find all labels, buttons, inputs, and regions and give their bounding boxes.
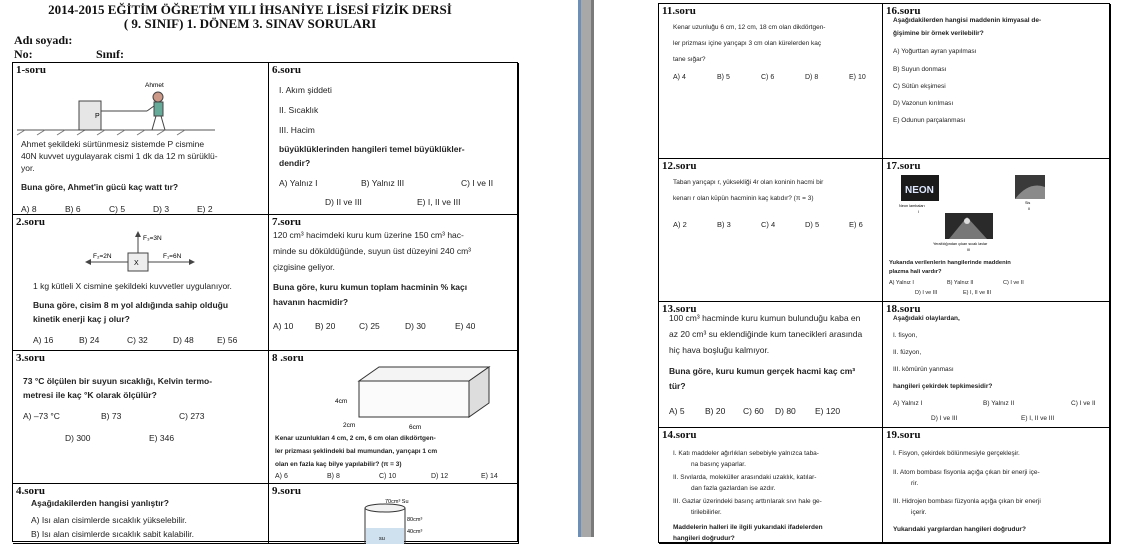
question-number: 14.soru: [662, 429, 697, 441]
q8-options: [275, 473, 498, 480]
q4-option-a[interactable]: A) Isı alan cisimlerde sıcaklık yükselebilir.: [31, 515, 187, 525]
q19-item-1: I. Fisyon, çekirdek bölünmesiyle gerçekleşir.: [893, 450, 1020, 457]
q12-question-2: kenarı r olan küpün hacminin kaç katıdır? (π = 3): [673, 195, 814, 202]
q8-question-3: olan en fazla kaç bilye yapılabilir? (π = 3): [275, 461, 402, 468]
question-16: [883, 4, 1111, 159]
q7-text-3: çizgisine geliyor.: [273, 262, 335, 272]
question-2: [13, 215, 269, 351]
q19-item-2a: II. Atom bombası fisyonla açığa çıkan bir enerji içe-: [893, 469, 1040, 476]
q8-prism-figure: [329, 363, 509, 431]
option-e[interactable]: E) 10: [849, 74, 866, 81]
option-b[interactable]: B) 5: [717, 74, 730, 81]
q13-question-2: tür?: [669, 381, 686, 391]
q17-caption-2-num: II: [1028, 207, 1031, 211]
q14-item-3b: tirilebilirler.: [691, 509, 722, 516]
question-13: [659, 302, 883, 428]
q3-options-row-1: [23, 411, 205, 421]
q18-options-row-2: [931, 415, 1054, 422]
question-number: 7.soru: [272, 216, 302, 228]
option-e[interactable]: E) 14: [481, 473, 498, 480]
question-number: 9.soru: [272, 485, 302, 497]
q12-options: [673, 220, 863, 229]
q18-item-3: III. kömürün yanması: [893, 366, 954, 373]
option-c[interactable]: C) 60: [743, 406, 764, 416]
q7-question-2: havanın hacmidir?: [273, 297, 349, 307]
q12-question-1: Taban yarıçapı r, yüksekliği 4r olan koninin hacmi bir: [673, 179, 824, 186]
q6-options-row-2: [325, 197, 460, 207]
f2-label: F₂=2N: [93, 253, 112, 260]
option-b[interactable]: B) 20: [705, 406, 726, 416]
option-c[interactable]: C) 273: [179, 411, 205, 421]
option-e[interactable]: E) I, II ve III: [963, 290, 992, 296]
q7-text-2: minde su döküldüğünde, suyun üst düzeyini 240 cm³: [273, 246, 471, 256]
q19-item-2b: rir.: [911, 480, 919, 487]
question-3: [13, 351, 269, 484]
option-a[interactable]: A) 4: [673, 74, 686, 81]
q9-mid-label: 80cm³: [407, 517, 423, 523]
option-c[interactable]: C) 10: [379, 473, 397, 480]
option-e[interactable]: E) 40: [455, 321, 476, 331]
q14-item-1b: na basınç yaparlar.: [691, 461, 746, 468]
exam-subtitle: ( 9. SINIF) 1. DÖNEM 3. SINAV SORULARI: [123, 16, 377, 31]
q6-options-row-1: [279, 178, 493, 188]
q18-item-2: II. füzyon,: [893, 349, 922, 356]
q14-item-2a: II. Sıvılarda, moleküller arasındaki uzaklık, katılar-: [673, 474, 817, 481]
option-b[interactable]: B) Yalnız II: [983, 400, 1015, 407]
no-field-label: No:: [14, 47, 33, 61]
option-b[interactable]: B) 20: [315, 321, 336, 331]
q14-item-3a: III. Gazlar üzerindeki basınç arttırılarak sıvı hale ge-: [673, 498, 822, 505]
option-e[interactable]: E) 120: [815, 406, 841, 416]
q17-figures: [897, 173, 1057, 261]
question-11: [659, 4, 883, 159]
question-14: [659, 428, 883, 544]
q11-question-2: ler prizması içine yarıçapı 3 cm olan kürelerden kaç: [673, 40, 822, 47]
name-field-label: Adı soyadı:: [14, 33, 73, 47]
q1-options: [21, 204, 213, 214]
q7-question-1: Buna göre, kuru kumun toplam hacminin % kaçı: [273, 282, 468, 292]
option-a[interactable]: A) 5: [669, 406, 685, 416]
q4-option-b[interactable]: B) Isı alan cisimlerde sıcaklık sabit kalabilir.: [31, 529, 194, 539]
q13-text-2: az 20 cm³ su eklendiğinde kum tanecikleri arasında: [669, 329, 863, 339]
q2-question-1: Buna göre, cisim 8 m yol aldığında sahip olduğu: [33, 300, 229, 310]
q19-item-3b: içerir.: [911, 509, 927, 516]
q17-caption-3-num: III: [967, 248, 971, 252]
q8-dim-2: 2cm: [343, 422, 356, 429]
q16-question-1: Aşağıdakilerden hangisi maddenin kimyasal de-: [893, 17, 1042, 24]
q17-caption-2: Sis: [1025, 201, 1031, 205]
question-number: 16.soru: [886, 5, 921, 17]
q17-caption-3: Yeraltılığından çıkan sıcak lavlar: [933, 242, 988, 246]
question-number: 11.soru: [662, 5, 696, 17]
option-a[interactable]: A) 8: [21, 204, 37, 214]
option-c[interactable]: C) 25: [359, 321, 380, 331]
q14-item-1a: I. Katı maddeler ağırlıkları sebebiyle yalnızca taba-: [673, 450, 819, 457]
option-e[interactable]: E) 6: [849, 220, 863, 229]
q3-question-1: 73 °C ölçülen bir suyun sıcaklığı, Kelvin termo-: [23, 376, 213, 386]
question-number: 1-soru: [16, 64, 46, 76]
q7-options: [273, 321, 475, 331]
q18-question-2: hangileri çekirdek tepkimesidir?: [893, 383, 993, 390]
question-grid-right: [658, 3, 1110, 543]
option-c[interactable]: C) 32: [127, 335, 148, 345]
q13-question-1: Buna göre, kuru kumun gerçek hacmi kaç cm³: [669, 366, 856, 376]
option-d[interactable]: D) 300: [65, 433, 91, 443]
option-b[interactable]: B) 8: [327, 473, 340, 480]
option-a[interactable]: A) Yalnız I: [279, 178, 318, 188]
q13-options: [669, 406, 840, 416]
q17-question-2: plazma hali vardır?: [889, 269, 942, 275]
question-6: [269, 63, 519, 215]
option-b[interactable]: B) 24: [79, 335, 100, 345]
q7-text-1: 120 cm³ hacimdeki kuru kum üzerine 150 cm³ hac-: [273, 230, 464, 240]
option-c[interactable]: C) 6: [761, 74, 775, 81]
page-separator: [578, 0, 594, 537]
option-e[interactable]: E) 346: [149, 433, 175, 443]
option-d[interactable]: D) 8: [805, 74, 819, 81]
question-12: [659, 159, 883, 302]
q4-question: Aşağıdakilerden hangisi yanlıştır?: [31, 498, 169, 508]
q8-question-2: ler prizması şeklindeki bal mumundan, yarıçapı 1 cm: [275, 448, 438, 455]
option-d[interactable]: D) I ve III: [931, 415, 958, 422]
q1-question: Buna göre, Ahmet'in gücü kaç watt tır?: [21, 182, 179, 192]
question-number: 4.soru: [16, 485, 46, 497]
q9-top-label: 70cm³ Su: [385, 499, 409, 505]
q1-text-2: 40N kuvvet uygulayarak cismi 1 dk da 12 m sürüklü-: [21, 151, 218, 161]
exam-title: 2014-2015 EĞİTİM ÖĞRETİM YILI İHSANİYE LİSESİ FİZİK DERSİ: [48, 2, 452, 17]
q9-low-label: 40cm³: [407, 529, 423, 535]
question-9: [269, 484, 519, 544]
q1-box-label: P: [95, 113, 100, 120]
question-number: 13.soru: [662, 303, 697, 315]
q9-cylinder-figure: [345, 500, 455, 544]
option-a[interactable]: A) 2: [673, 220, 687, 229]
q9-bottom-label: su: [379, 536, 385, 542]
option-c[interactable]: C) 5: [109, 204, 126, 214]
question-grid-left: [12, 62, 518, 542]
q17-options-row-2: [915, 290, 991, 296]
q6-item-3: III. Hacim: [279, 125, 315, 135]
q2-options: [33, 335, 237, 345]
option-a[interactable]: A) –73 °C: [23, 411, 60, 421]
option-d[interactable]: D) II ve III: [325, 197, 362, 207]
q2-text: 1 kg kütleli X cismine şekildeki kuvvetler uygulanıyor.: [33, 281, 232, 291]
option-b[interactable]: B) Yalnız II: [947, 280, 974, 286]
q2-box-label: X: [134, 260, 139, 267]
option-d[interactable]: D) 30: [405, 321, 426, 331]
option-c[interactable]: C) 4: [761, 220, 776, 229]
option-c[interactable]: C) I ve II: [1071, 400, 1096, 407]
question-number: 19.soru: [886, 429, 921, 441]
q1-person-label: Ahmet: [145, 82, 164, 89]
q1-figure: [15, 75, 265, 135]
q2-question-2: kinetik enerji kaç j olur?: [33, 314, 130, 324]
q14-item-2b: dan fazla gazlardan ise azdır.: [691, 485, 776, 492]
q17-options-row-1: [889, 280, 1024, 286]
option-c[interactable]: C) I ve II: [1003, 280, 1024, 286]
q16-option-a[interactable]: A) Yoğurttan ayran yapılması: [893, 48, 977, 55]
q3-question-2: metresi ile kaç °K olarak ölçülür?: [23, 390, 157, 400]
option-b[interactable]: B) 73: [101, 411, 122, 421]
q14-question-2: hangileri doğrudur?: [673, 535, 735, 542]
question-number: 18.soru: [886, 303, 921, 315]
q1-text-3: yor.: [21, 163, 35, 173]
q1-text-1: Ahmet şekildeki sürtünmesiz sistemde P cismine: [21, 139, 205, 149]
option-c[interactable]: C) I ve II: [461, 178, 494, 188]
q13-text-3: hiç hava boşluğu kalmıyor.: [669, 345, 770, 355]
q16-option-c[interactable]: C) Sütün ekşimesi: [893, 83, 946, 90]
option-a[interactable]: A) 10: [273, 321, 294, 331]
option-a[interactable]: A) 6: [275, 473, 288, 480]
q19-item-3a: III. Hidrojen bombası füzyonla açığa çıkan bir enerji: [893, 498, 1041, 505]
question-4: [13, 484, 269, 544]
question-8: [269, 351, 519, 484]
option-b[interactable]: B) 6: [65, 204, 81, 214]
question-number: 3.soru: [16, 352, 46, 364]
q16-option-e[interactable]: E) Odunun parçalanması: [893, 117, 966, 124]
option-d[interactable]: D) 5: [805, 220, 820, 229]
question-19: [883, 428, 1111, 544]
q17-caption-1-num: I: [918, 210, 920, 214]
question-7: [269, 215, 519, 351]
f1-label: F₁=6N: [163, 253, 182, 260]
q14-question-1: Maddelerin halleri ile ilgili yukarıdaki ifadelerden: [673, 524, 823, 531]
q11-question-3: tane sığar?: [673, 56, 706, 63]
q6-question-1: büyüklüklerinden hangileri temel büyüklükler-: [279, 144, 465, 154]
q16-question-2: ğişimine bir örnek verilebilir?: [893, 30, 984, 37]
class-field-label: Sınıf:: [96, 47, 125, 61]
q18-options-row-1: [893, 400, 1096, 407]
q6-item-2: II. Sıcaklık: [279, 105, 319, 115]
question-number: 2.soru: [16, 216, 46, 228]
q18-item-1: I. fisyon,: [893, 332, 918, 339]
question-1: [13, 63, 269, 215]
q8-dim-3: 6cm: [409, 424, 422, 431]
question-17: [883, 159, 1111, 302]
option-b[interactable]: B) 3: [717, 220, 731, 229]
option-a[interactable]: A) Yalnız I: [893, 400, 923, 407]
option-e[interactable]: E) 2: [197, 204, 213, 214]
q13-text-1: 100 cm³ hacminde kuru kumun bulunduğu kaba en: [669, 313, 861, 323]
option-e[interactable]: E) I, II ve III: [417, 197, 461, 207]
q8-dim-1: 4cm: [335, 398, 348, 405]
option-d[interactable]: D) 12: [431, 473, 449, 480]
q3-options-row-2: [65, 433, 174, 443]
q11-options: [673, 74, 866, 81]
question-number: 12.soru: [662, 160, 697, 172]
q6-item-1: I. Akım şiddeti: [279, 85, 332, 95]
q18-question-1: Aşağıdaki olaylardan,: [893, 315, 960, 322]
question-number: 17.soru: [886, 160, 921, 172]
question-18: [883, 302, 1111, 428]
q2-force-diagram: [73, 231, 223, 277]
exam-header: [0, 3, 500, 31]
option-b[interactable]: B) Yalnız III: [361, 178, 405, 188]
option-d[interactable]: D) 80: [775, 406, 796, 416]
q17-question-1: Yukarıda verilenlerin hangilerinde maddenin: [889, 260, 1011, 266]
option-d[interactable]: D) 48: [173, 335, 194, 345]
option-d[interactable]: D) 3: [153, 204, 170, 214]
neon-sign-text: NEON: [905, 185, 934, 196]
q6-question-2: dendir?: [279, 158, 311, 168]
option-a[interactable]: A) Yalnız I: [889, 280, 914, 286]
option-d[interactable]: D) I ve III: [915, 290, 938, 296]
option-e[interactable]: E) 56: [217, 335, 238, 345]
option-e[interactable]: E) I, II ve III: [1021, 415, 1055, 422]
exam-page-right: [594, 0, 1124, 542]
q16-option-b[interactable]: B) Suyun donması: [893, 66, 947, 73]
q17-caption-1: Neon lambaları: [899, 204, 925, 208]
option-a[interactable]: A) 16: [33, 335, 54, 345]
question-number: 8 .soru: [272, 352, 304, 364]
q16-option-d[interactable]: D) Vazonun kırılması: [893, 100, 954, 107]
q19-question: Yukarıdaki yargılardan hangileri doğrudur?: [893, 526, 1026, 533]
q11-question-1: Kenar uzunluğu 6 cm, 12 cm, 18 cm olan dikdörtgen-: [673, 24, 826, 31]
question-number: 6.soru: [272, 64, 302, 76]
q8-question-1: Kenar uzunlukları 4 cm, 2 cm, 6 cm olan dikdörtgen-: [275, 435, 436, 442]
f3-label: F₃=3N: [143, 235, 162, 242]
